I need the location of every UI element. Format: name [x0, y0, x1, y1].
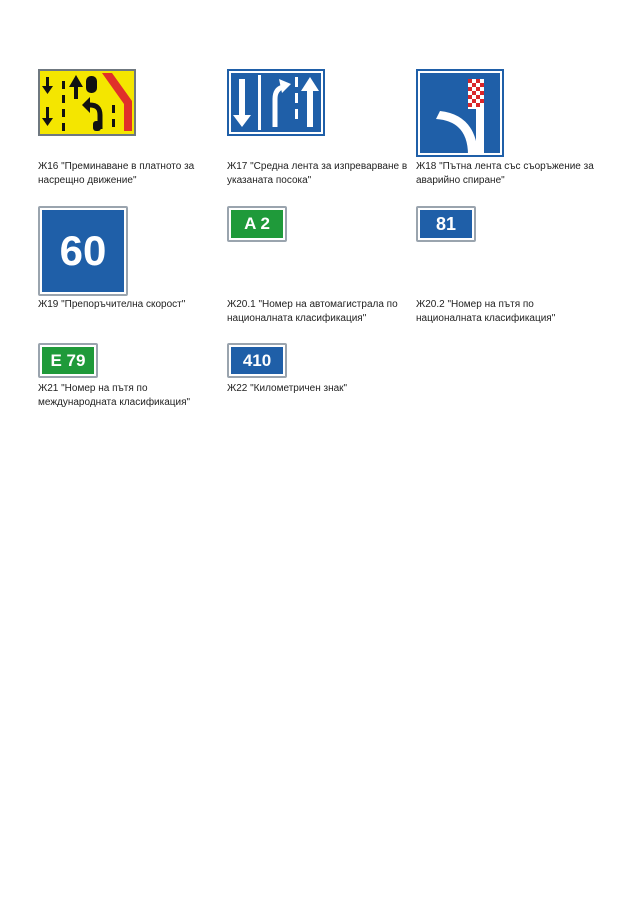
sign-zh16-image	[38, 69, 136, 136]
caption-zh20-1: Ж20.1 "Номер на автомагистрала по националната класификация"	[227, 299, 398, 324]
sign-zh20-1-plate	[227, 206, 287, 242]
sign-zh19-plate	[38, 206, 128, 296]
sign-zh22-number: 410	[242, 350, 272, 370]
sign-zh16	[38, 69, 223, 188]
sign-zh18-image	[416, 69, 504, 157]
sign-zh20-2-number: 81	[435, 213, 457, 234]
caption-zh17: Ж17 "Средна лента за изпреварване в указаната посока"	[227, 161, 408, 186]
sign-zh22-plate	[227, 343, 287, 378]
sign-zh20-1	[227, 206, 412, 326]
sign-zh18	[416, 69, 601, 188]
sign-zh20-1-number: A 2	[244, 214, 270, 233]
caption-zh18: Ж18 "Пътна лента със съоръжение за аварийно спиране"	[416, 161, 594, 186]
caption-zh19: Ж19 "Препоръчителна скорост"	[38, 299, 186, 310]
sign-zh20-2-plate	[416, 206, 476, 242]
sign-zh17	[227, 69, 412, 188]
sign-zh22	[227, 343, 412, 396]
sign-zh21-number: E 79	[50, 350, 86, 370]
caption-zh21: Ж21 "Номер на пътя по международната класификация"	[38, 383, 191, 408]
sign-zh20-2	[416, 206, 601, 326]
sign-zh19-number: 60	[59, 227, 107, 274]
sign-zh17-image	[227, 69, 325, 136]
caption-zh22: Ж22 "Километричен знак"	[227, 383, 348, 394]
sign-zh19	[38, 206, 223, 312]
sign-zh21-plate	[38, 343, 98, 378]
caption-zh20-2: Ж20.2 "Номер на пътя по националната класификация"	[416, 299, 556, 324]
sign-zh21	[38, 343, 223, 410]
caption-zh16: Ж16 "Преминаване в платното за насрещно движение"	[38, 161, 195, 186]
